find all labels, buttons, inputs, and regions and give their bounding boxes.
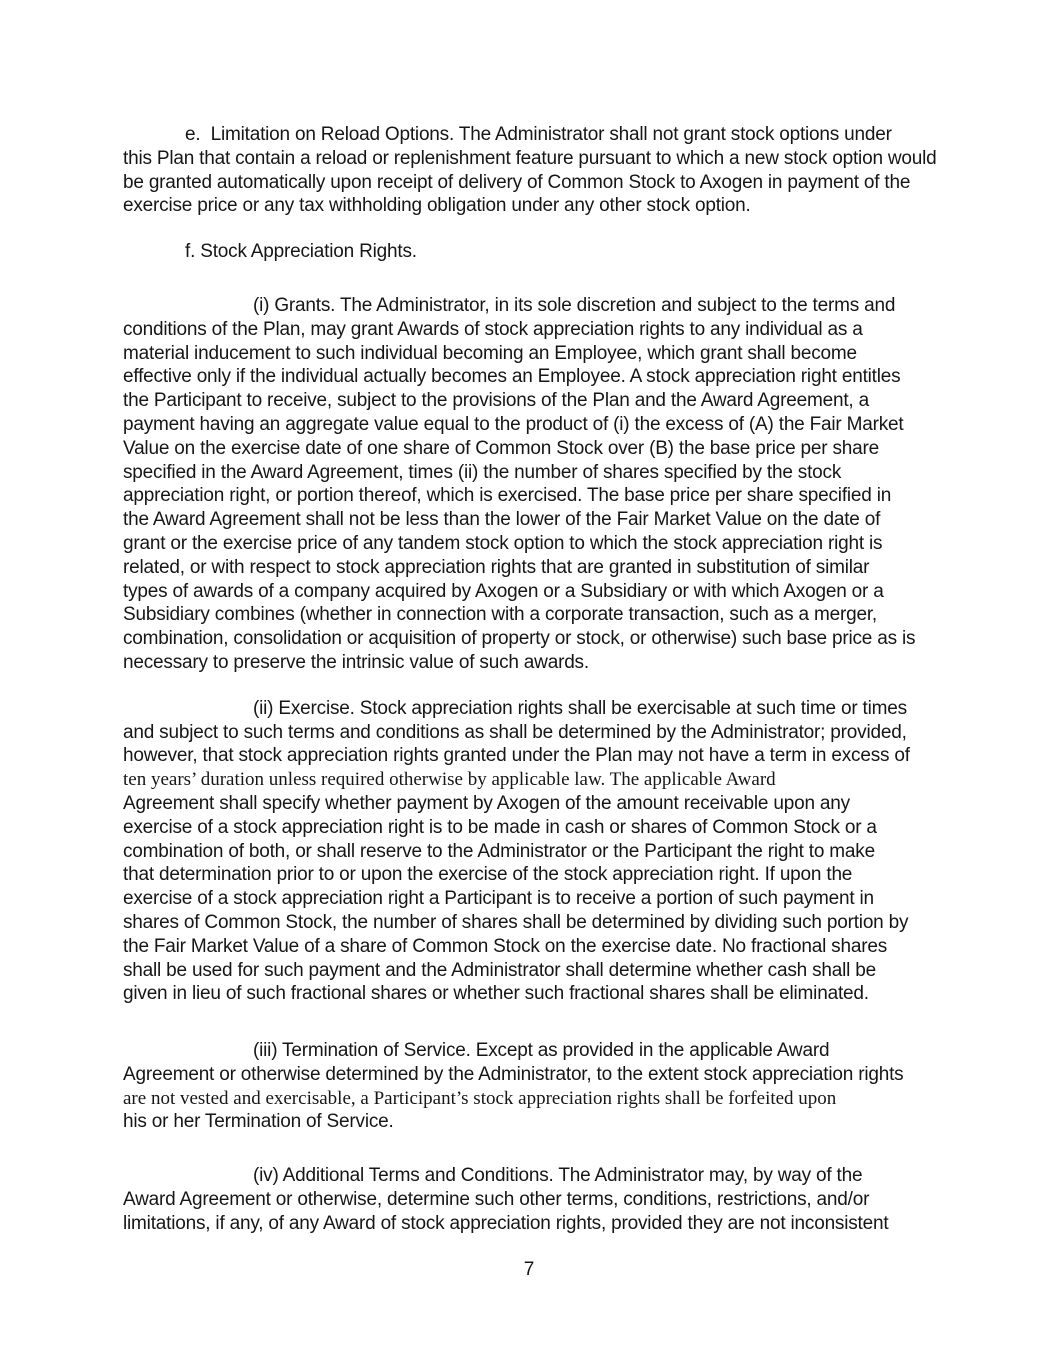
text-line: related, or with respect to stock appreciation rights that are granted in substitution of similar <box>123 556 870 578</box>
text-line: Agreement or otherwise determined by the Administrator, to the extent stock appreciation rights <box>123 1063 904 1085</box>
text-line: effective only if the individual actually becomes an Employee. A stock appreciation right entitles <box>123 366 901 388</box>
text-line: (ii) Exercise. Stock appreciation rights shall be exercisable at such time or times <box>253 697 907 719</box>
paragraph-iv <box>123 1164 935 1235</box>
text-line: the Award Agreement shall not be less than the lower of the Fair Market Value on the date of <box>123 509 881 531</box>
text-line: Agreement shall specify whether payment by Axogen of the amount receivable upon any <box>123 792 850 814</box>
text-line: the Fair Market Value of a share of Common Stock on the exercise date. No fractional shares <box>123 935 887 957</box>
text-line: types of awards of a company acquired by Axogen or a Subsidiary or with which Axogen or a <box>123 580 884 602</box>
text-line: shall be used for such payment and the Administrator shall determine whether cash shall be <box>123 959 876 981</box>
paragraph-f <box>123 240 935 264</box>
paragraph-i <box>123 294 935 675</box>
text-line: that determination prior to or upon the exercise of the stock appreciation right. If upon the <box>123 864 853 886</box>
text-line: Award Agreement or otherwise, determine such other terms, conditions, restrictions, and/or <box>123 1189 870 1211</box>
text-line: are not vested and exercisable, a Participant’s stock appreciation rights shall be forfeited upon <box>123 1087 837 1109</box>
text-line: exercise of a stock appreciation right a Participant is to receive a portion of such payment in <box>123 888 874 910</box>
text-line: combination, consolidation or acquisition of property or stock, or otherwise) such base price as is <box>123 628 916 650</box>
text-line: exercise of a stock appreciation right is to be made in cash or shares of Common Stock or a <box>123 816 877 838</box>
paragraph-container <box>123 123 935 1236</box>
paragraph-iii <box>123 1039 935 1134</box>
text-line: limitations, if any, of any Award of stock appreciation rights, provided they are not inconsistent <box>123 1212 889 1234</box>
text-line: and subject to such terms and conditions as shall be determined by the Administrator; provided, <box>123 721 907 743</box>
text-line: shares of Common Stock, the number of shares shall be determined by dividing such portion by <box>123 911 909 933</box>
text-line: (iv) Additional Terms and Conditions. The Administrator may, by way of the <box>253 1165 863 1187</box>
page-number: 7 <box>523 1258 535 1280</box>
text-line: this Plan that contain a reload or replenishment feature pursuant to which a new stock option would <box>123 147 937 169</box>
text-line: f. Stock Appreciation Rights. <box>185 241 417 263</box>
text-line: given in lieu of such fractional shares or whether such fractional shares shall be eliminated. <box>123 983 869 1005</box>
text-line: combination of both, or shall reserve to the Administrator or the Participant the right to make <box>123 840 875 862</box>
paragraph-e <box>123 123 935 218</box>
text-line: Value on the exercise date of one share of Common Stock over (B) the base price per share <box>123 437 879 459</box>
text-line: exercise price or any tax withholding obligation under any other stock option. <box>123 195 751 217</box>
text-line: however, that stock appreciation rights granted under the Plan may not have a term in excess of <box>123 745 910 767</box>
text-line: payment having an aggregate value equal to the product of (i) the excess of (A) the Fair Market <box>123 413 904 435</box>
text-line: specified in the Award Agreement, times (ii) the number of shares specified by the stock <box>123 461 842 483</box>
text-line: Subsidiary combines (whether in connection with a corporate transaction, such as a merger, <box>123 604 878 626</box>
document-body <box>123 123 935 1281</box>
text-line: his or her Termination of Service. <box>123 1111 394 1133</box>
text-line: conditions of the Plan, may grant Awards of stock appreciation rights to any individual as a <box>123 318 863 340</box>
text-line: necessary to preserve the intrinsic value of such awards. <box>123 651 589 673</box>
text-line: the Participant to receive, subject to the provisions of the Plan and the Award Agreement, a <box>123 390 869 412</box>
text-line: appreciation right, or portion thereof, which is exercised. The base price per share specified in <box>123 485 892 507</box>
text-line: be granted automatically upon receipt of delivery of Common Stock to Axogen in payment of the <box>123 171 911 193</box>
text-line: e. Limitation on Reload Options. The Administrator shall not grant stock options under <box>185 124 892 145</box>
text-line: material inducement to such individual becoming an Employee, which grant shall become <box>123 342 857 364</box>
paragraph-ii <box>123 697 935 1006</box>
text-line: (i) Grants. The Administrator, in its sole discretion and subject to the terms and <box>253 294 896 316</box>
text-line: ten years’ duration unless required otherwise by applicable law. The applicable Award <box>123 769 776 791</box>
text-line: (iii) Termination of Service. Except as provided in the applicable Award <box>253 1040 830 1062</box>
text-line: grant or the exercise price of any tandem stock option to which the stock appreciation right is <box>123 532 883 554</box>
